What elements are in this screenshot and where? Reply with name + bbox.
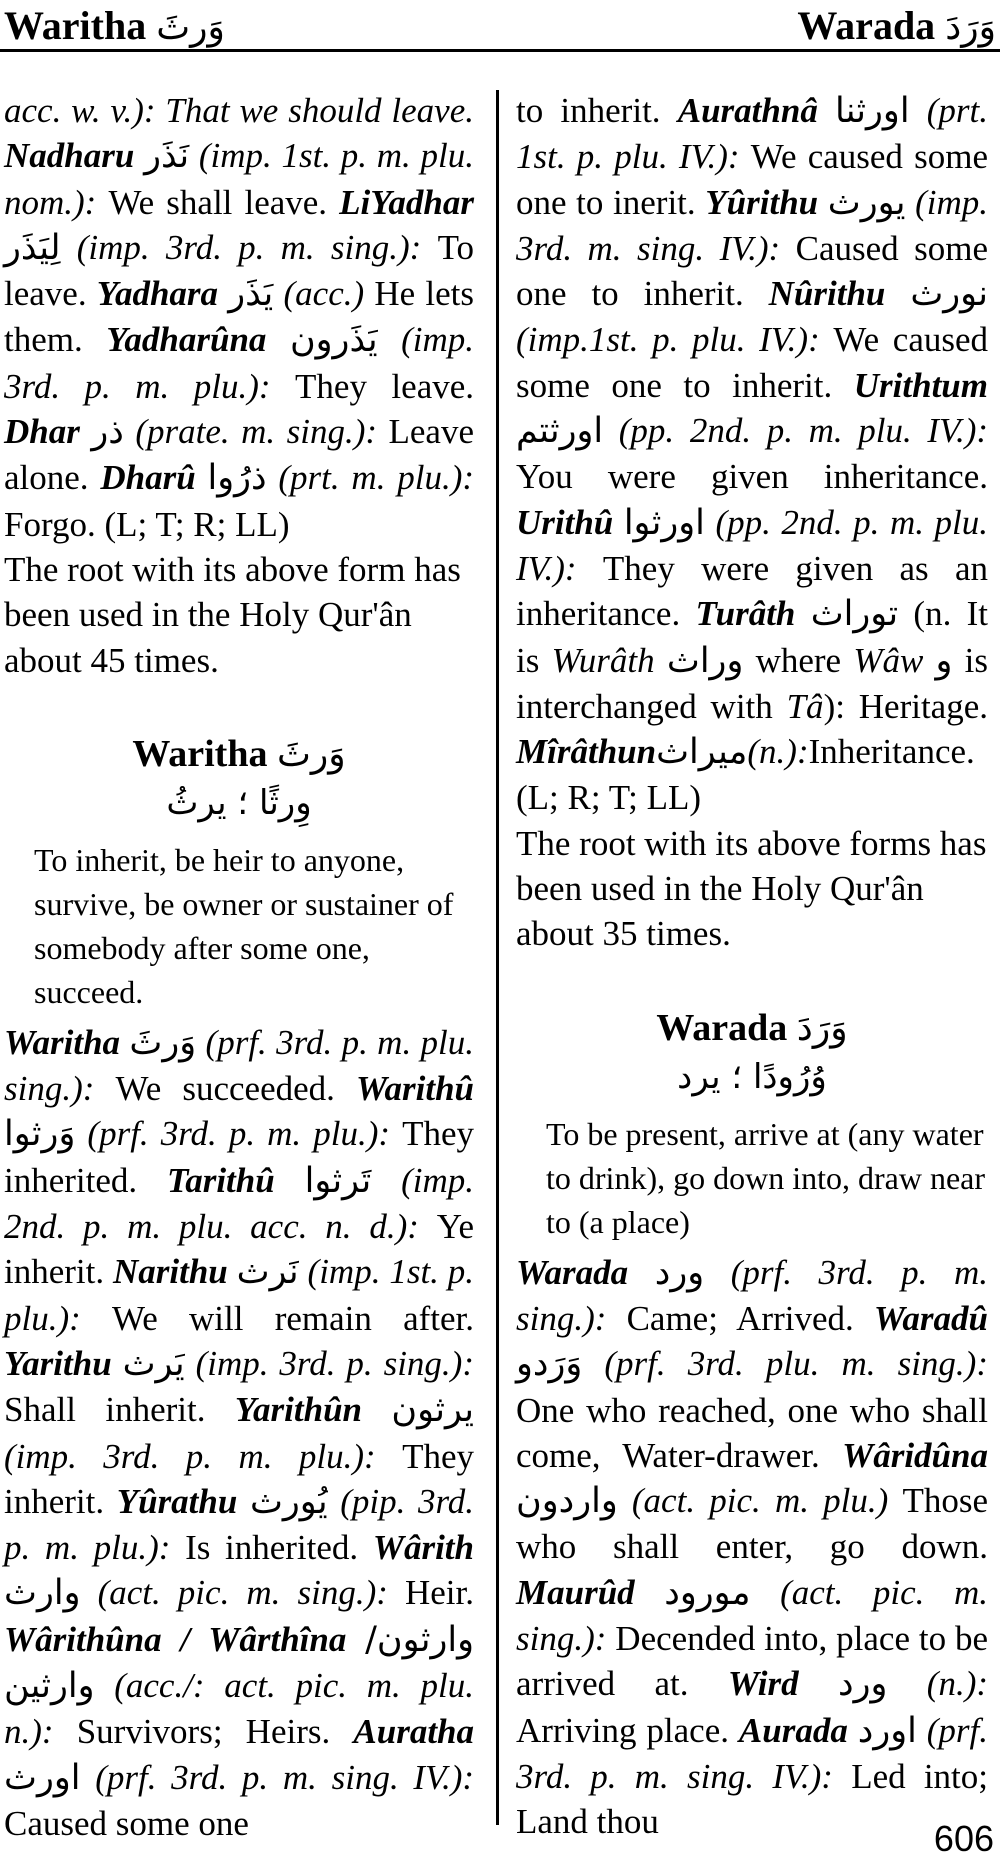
headword: Warada [516, 1252, 629, 1292]
arabic-word: نَذَر [144, 136, 190, 177]
root-title-word: Warada [656, 1006, 788, 1049]
right-entries-top [516, 88, 988, 821]
arabic-word: وارث [4, 1573, 81, 1614]
left-entries-bottom [4, 1020, 474, 1846]
arabic-word: نَرث [236, 1252, 299, 1293]
header-right-title [797, 2, 996, 49]
headword: Yûrathu [116, 1481, 238, 1521]
arabic-word: وَرثوا [4, 1114, 76, 1155]
grammar-note: (pp. 2nd. p. m. plu. IV.): [516, 502, 989, 588]
meaning-text: Heir. [404, 1573, 474, 1613]
meaning-text: Came; Arrived. [626, 1298, 854, 1338]
header-right-word: Warada [797, 3, 936, 48]
grammar-note: (imp. 3rd. p. m. plu.): [4, 1436, 376, 1476]
grammar-note: (prate. m. sing.): [135, 412, 378, 452]
arabic-word: لِيَذَر [4, 227, 61, 268]
root-forms-arabic: وِرثًا ؛ يرثُ [166, 782, 312, 823]
grammar-note: (n.): [926, 1664, 989, 1704]
root-meaning: To be present, arrive at (any water to drink), go down into, draw near to (a place) [546, 1115, 986, 1240]
arabic-word: اورث [4, 1757, 81, 1798]
meaning-text: Ye inherit. [4, 1207, 474, 1292]
headword: Yadharûna [106, 320, 267, 360]
meaning-text: Inheritance. (L; R; T; LL) [516, 732, 975, 818]
headword: Yarithûn [234, 1390, 363, 1430]
grammar-note: (imp. 3rd. p. sing.): [195, 1343, 474, 1383]
grammar-note: (imp. 3rd. m. sing. IV.): [516, 182, 989, 268]
continuation-text: acc. w. v.): That we should leave. [4, 91, 474, 130]
arabic-word: اورثنا [835, 91, 910, 131]
letter-name: Tâ [786, 686, 824, 726]
meaning-text: Shall inherit. [4, 1390, 206, 1430]
arabic-word: ميراث [656, 732, 748, 773]
grammar-note: (prf. 3rd. p. m. sing. IV.): [95, 1757, 475, 1797]
grammar-note: (imp. 1st. p. m. plu. nom.): [4, 136, 474, 222]
header-left-word: Waritha [4, 3, 147, 48]
right-entries-bottom [516, 1250, 988, 1845]
headword: Waritha [4, 1022, 121, 1062]
arabic-word: ذرُوا [207, 458, 267, 499]
letter-name: Wâw [853, 640, 924, 680]
meaning-text: To leave. [4, 227, 474, 314]
arabic-word: واردون [516, 1481, 618, 1522]
meaning-text: They inherited. [4, 1114, 475, 1200]
arabic-word: توراث [810, 594, 899, 635]
grammar-note: (imp. 1st. p. plu.): [4, 1252, 475, 1338]
grammar-note: (prt. m. plu.): [278, 458, 475, 498]
arabic-word: اورثتم [516, 411, 604, 452]
meaning-text: You were given inheritance. [516, 457, 988, 497]
meaning-text: Arriving place. [516, 1710, 730, 1750]
grammar-note: (imp.1st. p. plu. IV.): [516, 320, 820, 360]
header-left-title [4, 2, 225, 49]
header-right-arabic: وَرَدَ [945, 7, 996, 48]
meaning-text: Decended into, place to be arrived at. [516, 1619, 989, 1704]
headword: Aurathnâ [677, 91, 818, 130]
headword: Auratha [353, 1712, 475, 1752]
arabic-word: وراث [666, 640, 744, 681]
meaning-text: We caused some one to inherit. [516, 320, 989, 405]
headword: Wâridûna [842, 1435, 988, 1475]
grammar-note: (prf. 3rd. plu. m. sing.): [604, 1344, 988, 1384]
meaning-text: Caused some one [4, 1803, 249, 1843]
arabic-word: يَرث [122, 1343, 185, 1384]
meaning-text: He lets them. [4, 274, 475, 360]
headword: Nûrithu [768, 274, 886, 314]
meaning-text: Led into; Land thou [516, 1756, 989, 1842]
headword: Turâth [695, 594, 796, 634]
meaning-text: They leave. [295, 366, 475, 406]
arabic-word: اورثوا [623, 502, 705, 543]
grammar-note: (act. pic. m. sing.): [516, 1572, 989, 1659]
root-title-arabic: وَرثَ [276, 733, 346, 775]
meaning-text: One who reached, one who shall come, Water-drawer. [516, 1390, 988, 1475]
meaning-text: Is inherited. [185, 1528, 359, 1568]
grammar-note: (imp. 3rd. p. m. plu.): [4, 320, 474, 406]
meaning-text: Leave alone. [4, 412, 474, 498]
meaning-text: Those who shall enter, go down. [516, 1481, 989, 1567]
meaning-text: They were given as an inheritance. [516, 548, 988, 634]
variant-word: Wurâth [551, 640, 655, 680]
arabic-word: اورد [857, 1710, 917, 1751]
arabic-word: يَذَر [228, 274, 274, 315]
arabic-word: نورث [910, 274, 988, 315]
arabic-word: ورد [838, 1664, 888, 1705]
headword: LiYadhar [339, 182, 475, 222]
root-forms-arabic: وُرُودًا ؛ يرد [677, 1056, 827, 1097]
root-title-word: Waritha [132, 732, 268, 775]
arabic-word: وارثون/ وارثين [4, 1619, 474, 1707]
headword: Nadharu [4, 136, 135, 176]
grammar-note: (acc.) [283, 274, 365, 314]
headword: Yadhara [96, 274, 219, 314]
arabic-word: تَرثوا [304, 1160, 372, 1201]
grammar-note: where [755, 640, 842, 680]
arabic-word: ورد [654, 1252, 705, 1293]
meaning-text: We will remain after. [112, 1298, 475, 1338]
occurrence-count-text: The root with its above forms has been used in the Holy Qur'ân about 35 times. [516, 823, 987, 954]
root-heading-waritha [4, 731, 474, 826]
meaning-text: Survivors; Heirs. [76, 1712, 331, 1752]
grammar-note: (act. pic. m. sing.): [97, 1573, 388, 1613]
headword: Wârith [372, 1528, 474, 1568]
headword: Yarithu [4, 1343, 112, 1383]
meaning-text: ): Heritage. [823, 686, 988, 726]
continuation-text: to inherit. [516, 91, 661, 130]
meaning-text: We shall leave. [108, 182, 328, 222]
grammar-note: (prf. 3rd. p. m. sing. IV.): [516, 1710, 988, 1796]
right-column [516, 88, 988, 1845]
meaning-text: Caused some one to inherit. [516, 228, 988, 314]
meaning-text: They inherit. [4, 1436, 474, 1521]
headword: Waradû [873, 1298, 989, 1338]
arabic-word: يرثون [391, 1390, 474, 1431]
headword: Wârithûna / Wârthîna [4, 1619, 347, 1659]
headword: Yûrithu [705, 182, 819, 222]
headword: Wird [727, 1664, 799, 1704]
grammar-note: is interchanged with [516, 640, 989, 726]
grammar-note: (prf. 3rd. p. m. plu.): [87, 1114, 391, 1154]
headword: Aurada [738, 1710, 848, 1750]
headword: Warithû [356, 1069, 475, 1109]
grammar-note: (prt. 1st. p. plu. IV.): [516, 91, 988, 177]
arabic-letter: و [935, 640, 953, 681]
root-title-arabic: وَرَدَ [796, 1007, 848, 1049]
headword: Mîrâthun [516, 732, 657, 772]
headword: Urithû [516, 502, 614, 542]
grammar-note: (n.): [747, 732, 809, 772]
grammar-note: (prf. 3rd. p. m. plu. sing.): [4, 1022, 475, 1109]
header-left-arabic: وَرثَ [156, 7, 225, 48]
arabic-word: مورود [664, 1572, 751, 1613]
arabic-word: يورث [827, 182, 906, 223]
grammar-note: (n. It is [516, 594, 989, 680]
grammar-note: (acc./: act. pic. m. plu. n.): [4, 1666, 475, 1752]
grammar-note: (act. pic. m. plu.) [631, 1481, 889, 1521]
column-divider [496, 90, 499, 1825]
running-header [0, 0, 1000, 52]
grammar-note: (pip. 3rd. p. m. plu.): [4, 1481, 475, 1568]
headword: Dhar [4, 412, 80, 452]
page-number: 606 [933, 1818, 994, 1859]
arabic-word: ذر [91, 412, 124, 453]
root-title [516, 1005, 988, 1052]
arabic-word: يُورث [249, 1481, 328, 1522]
headword: Urithtum [853, 365, 988, 405]
headword: Dharû [100, 458, 196, 498]
grammar-note: (imp. 3rd. p. m. sing.): [76, 227, 422, 267]
grammar-note: (imp. 2nd. p. m. plu. acc. n. d.): [4, 1160, 475, 1247]
headword: Tarithû [167, 1160, 275, 1200]
left-column [4, 88, 474, 1846]
meaning-text: We succeeded. [115, 1069, 335, 1109]
grammar-note: (prf. 3rd. p. m. sing.): [516, 1252, 989, 1338]
root-heading-warada [516, 1005, 988, 1100]
headword: Narithu [113, 1252, 228, 1292]
grammar-note: (pp. 2nd. p. m. plu. IV.): [618, 411, 988, 451]
occurrence-count-text: The root with its above form has been used in the Holy Qur'ân about 45 times. [4, 549, 461, 680]
root-title [4, 731, 474, 778]
meaning-text: Forgo. (L; T; R; LL) [4, 504, 290, 544]
headword: Maurûd [516, 1572, 635, 1612]
root-meaning: To inherit, be heir to anyone, survive, be owner or sustainer of somebody after some one, succeed. [34, 841, 454, 1010]
arabic-word: وَرَدو [516, 1344, 583, 1385]
arabic-word: وَرثَ [129, 1022, 197, 1063]
left-entries-top [4, 88, 474, 547]
meaning-text: We caused some one to inerit. [516, 137, 988, 222]
arabic-word: يَذَرون [289, 320, 378, 361]
